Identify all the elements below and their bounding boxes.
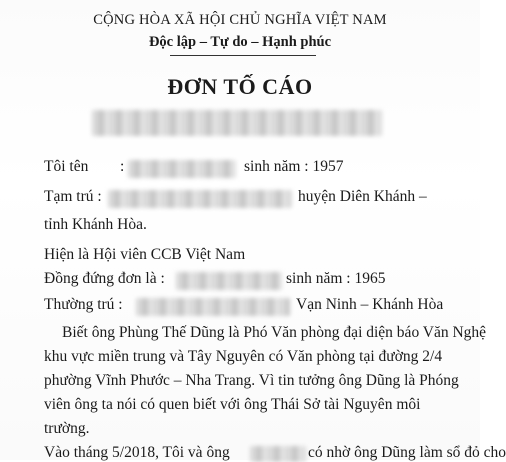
cosigner-label: Đồng đứng đơn là : bbox=[44, 270, 165, 287]
paragraph-2-line-1b: có nhờ ông Dũng làm sổ đỏ cho bbox=[308, 444, 506, 461]
member-line: Hiện là Hội viên CCB Việt Nam bbox=[44, 246, 246, 263]
birth-year-1: sinh năm : 1957 bbox=[244, 158, 344, 175]
residence-continuation: tỉnh Khánh Hòa. bbox=[44, 216, 147, 233]
permanent-tail: Vạn Ninh – Khánh Hòa bbox=[296, 296, 444, 313]
residence-label: Tạm trú : bbox=[44, 188, 102, 205]
national-title: CỘNG HÒA XÃ HỘI CHỦ NGHĨA VIỆT NAM bbox=[93, 12, 387, 28]
name-colon: : bbox=[120, 158, 125, 175]
redacted-partner-name bbox=[250, 446, 306, 462]
redacted-cosigner bbox=[176, 272, 282, 290]
name-label: Tôi tên bbox=[44, 158, 89, 175]
paragraph-2-line-1a: Vào tháng 5/2018, Tôi và ông bbox=[44, 444, 230, 461]
redacted-name bbox=[128, 160, 236, 178]
permanent-label: Thường trú : bbox=[44, 296, 123, 313]
redacted-residence bbox=[108, 190, 292, 208]
national-motto: Độc lập – Tự do – Hạnh phúc bbox=[148, 34, 332, 50]
redacted-subtitle bbox=[92, 110, 382, 136]
motto-underline bbox=[170, 55, 316, 56]
paragraph-1-line-4: viên ông ta nói có quen biết với ông Thái Sở tài Nguyên môi bbox=[44, 396, 421, 413]
birth-year-2: sinh năm : 1965 bbox=[286, 270, 386, 287]
paragraph-1-line-3: phường Vĩnh Phước – Nha Trang. Vì tin tưởng ông Dũng là Phóng bbox=[44, 372, 459, 389]
residence-tail: huyện Diên Khánh – bbox=[298, 188, 427, 205]
redacted-permanent bbox=[136, 298, 290, 316]
document-title: ĐƠN TỐ CÁO bbox=[167, 74, 313, 99]
paragraph-1-line-5: trường. bbox=[44, 420, 90, 437]
paragraph-1-line-2: khu vực miền trung và Tây Nguyên có Văn phòng tại đường 2/4 bbox=[44, 348, 443, 365]
paragraph-1-line-1: Biết ông Phùng Thế Dũng là Phó Văn phòng đại diện báo Văn Nghệ bbox=[62, 324, 487, 341]
